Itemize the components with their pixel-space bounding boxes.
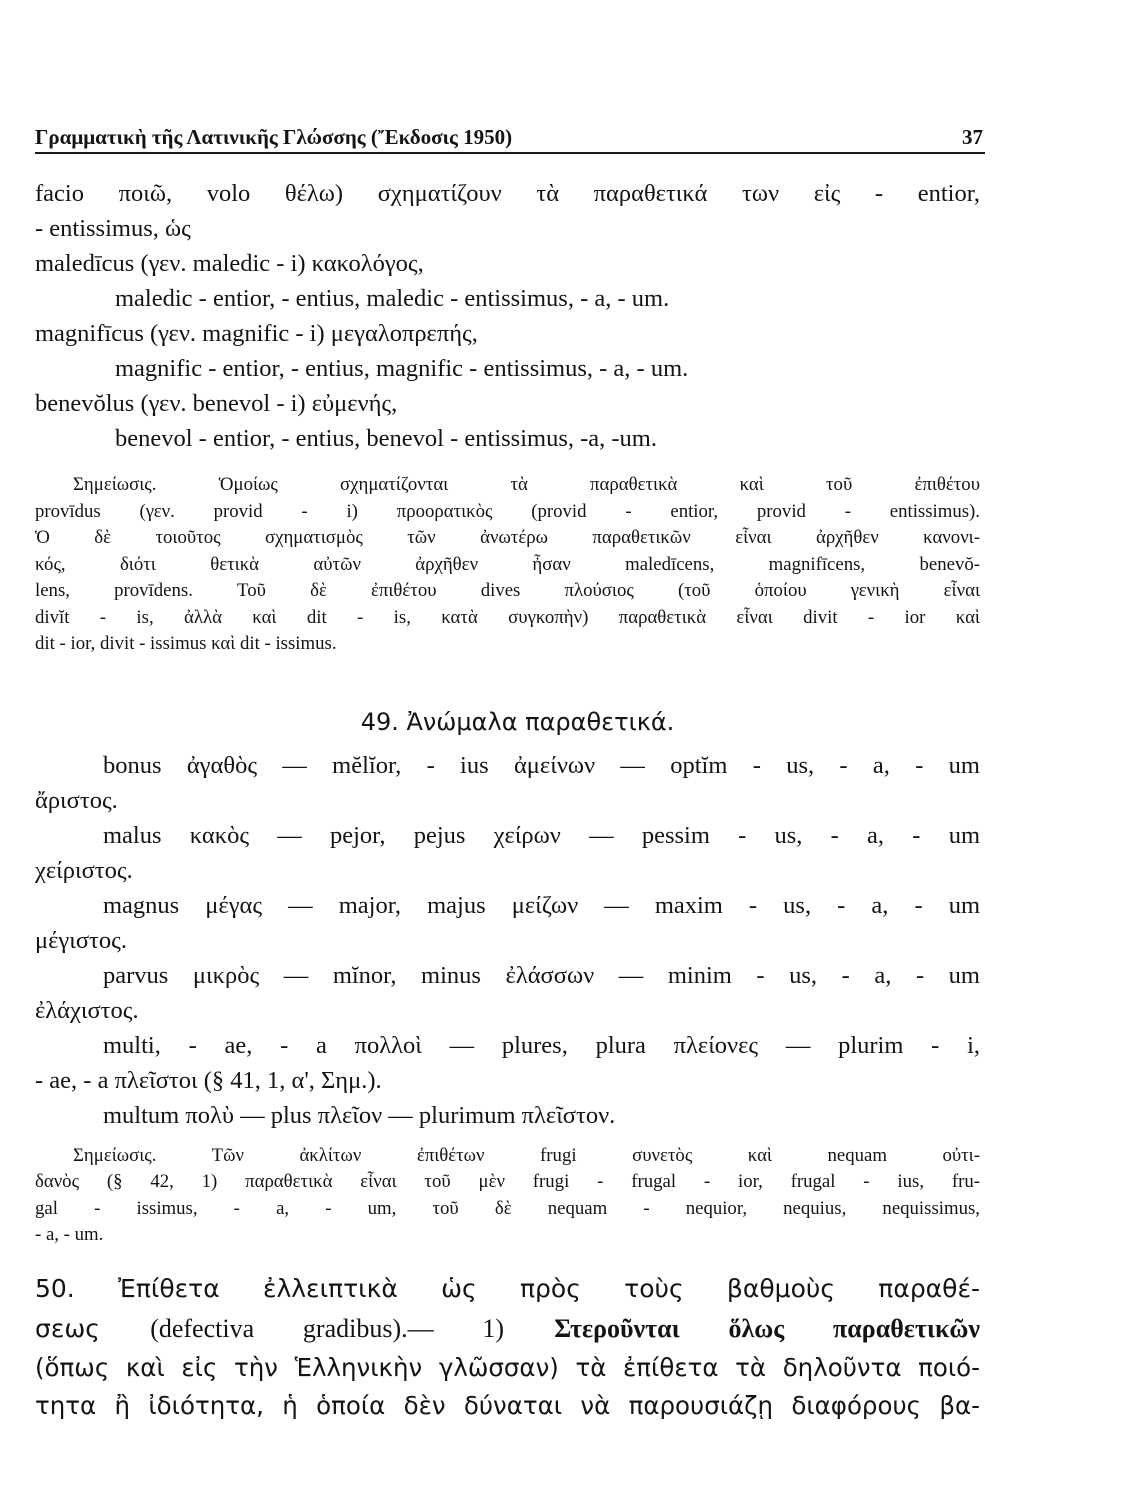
- note-line: divĭt - is, ἀλλὰ καὶ dit - is, κατὰ συγκοπὴν) παραθετικὰ εἶναι divit - ior καὶ: [35, 606, 980, 628]
- irregular-entry-line: magnus μέγας — major, majus μείζων — maxim - us, - a, - um: [103, 891, 980, 919]
- irregular-entry-line: parvus μικρὸς — mĭnor, minus ἐλάσσων — minim - us, - a, - um: [103, 961, 980, 989]
- note-line: Σημείωσις. Ὁμοίως σχηματίζονται τὰ παραθετικὰ καὶ τοῦ ἐπιθέτου: [73, 474, 980, 495]
- note-line: gal - issimus, - a, - um, τοῦ δὲ nequam - nequior, nequius, nequissimus,: [35, 1197, 980, 1219]
- heading-word: σεως: [35, 1313, 100, 1343]
- note-line: δανὸς (§ 42, 1) παραθετικὰ εἶναι τοῦ μὲν frugi - frugal - ior, frugal - ius, fru-: [35, 1171, 980, 1192]
- section-50: [35, 1269, 980, 1425]
- section-heading-50-continuation: [35, 1309, 980, 1349]
- irregular-comparison-list: [35, 748, 980, 1133]
- irregular-entry-continuation: ἄριστος.: [35, 786, 118, 814]
- text-line: facio ποιῶ, volo θέλω) σχηματίζουν τὰ παραθετικά των εἰς - entior,: [35, 180, 980, 207]
- page-number: 37: [962, 125, 983, 149]
- example-headword: benevŏlus (γεν. benevol - i) εὐμενής,: [35, 390, 398, 417]
- note-paragraph: [35, 1143, 980, 1249]
- running-header: [35, 116, 985, 154]
- irregular-entry-line: bonus ἀγαθὸς — mĕlĭor, - ius ἀμείνων — optĭm - us, - a, - um: [103, 751, 980, 779]
- latin-term: (defectiva gradibus).— 1): [150, 1313, 505, 1343]
- irregular-entry-line: multum πολὺ — plus πλεῖον — plurimum πλεῖστον.: [103, 1101, 616, 1129]
- note-line: Ὁ δὲ τοιοῦτος σχηματισμὸς τῶν ἀνωτέρω παραθετικῶν εἶναι ἀρχῆθεν κανονι-: [35, 527, 980, 548]
- irregular-entry-continuation: μέγιστος.: [35, 926, 127, 954]
- irregular-entry-line: multi, - ae, - a πολλοὶ — plures, plura πλείονες — plurim - i,: [103, 1031, 980, 1059]
- text-line: (ὅπως καὶ εἰς τὴν Ἑλληνικὴν γλῶσσαν) τὰ ἐπίθετα τὰ δηλοῦντα ποιό-: [35, 1352, 980, 1382]
- note-line: provīdus (γεν. provid - i) προορατικὸς (provid - entior, provid - entissimus).: [35, 500, 980, 522]
- text-line: - entissimus, ὡς: [35, 215, 191, 242]
- example-forms: maledic - entior, - entius, maledic - entissimus, - a, - um.: [115, 285, 670, 312]
- note-paragraph: [35, 472, 980, 658]
- irregular-entry-continuation: ἐλάχιστος.: [35, 996, 139, 1024]
- running-title: Γραμματικὴ τῆς Λατινικῆς Γλώσσης (Ἔκδοσις 1950): [35, 125, 513, 149]
- example-headword: maledīcus (γεν. maledic - i) κακολόγος,: [35, 250, 424, 277]
- section-heading-50: 50. Ἐπίθετα ἐλλειπτικὰ ὡς πρὸς τοὺς βαθμοὺς παραθέ-: [35, 1273, 980, 1303]
- example-forms: benevol - entior, - entius, benevol - entissimus, -a, -um.: [115, 425, 657, 452]
- note-line: lens, provīdens. Τοῦ δὲ ἐπιθέτου dives πλούσιος (τοῦ ὁποίου γενικὴ εἶναι: [35, 580, 980, 601]
- text-line: τητα ἢ ἰδιότητα, ἡ ὁποία δὲν δύναται νὰ παρουσιάζῃ διαφόρους βα-: [35, 1390, 980, 1420]
- bold-phrase: Στεροῦνται ὅλως παραθετικῶν: [554, 1313, 980, 1343]
- example-forms: magnific - entior, - entius, magnific - entissimus, - a, - um.: [115, 355, 689, 382]
- example-headword: magnifīcus (γεν. magnific - i) μεγαλοπρεπής,: [35, 320, 478, 347]
- note-line: - a, - um.: [35, 1224, 104, 1245]
- note-line: Σημείωσις. Τῶν ἀκλίτων ἐπιθέτων frugi συνετὸς καὶ nequam οὐτι-: [73, 1144, 980, 1166]
- note-line: dit - ior, divit - issimus καὶ dit - issimus.: [35, 633, 337, 654]
- note-line: κός, διότι θετικὰ αὐτῶν ἀρχῆθεν ἦσαν maledīcens, magnifīcens, benevŏ-: [35, 553, 980, 575]
- section-heading-49: 49. Ἀνώμαλα παραθετικά.: [360, 707, 675, 736]
- page-body: [35, 176, 980, 1425]
- irregular-entry-continuation: χείριστος.: [35, 856, 133, 884]
- irregular-entry-line: malus κακὸς — pejor, pejus χείρων — pessim - us, - a, - um: [103, 821, 980, 849]
- irregular-entry-continuation: - ae, - a πλεῖστοι (§ 41, 1, α', Σημ.).: [35, 1066, 382, 1094]
